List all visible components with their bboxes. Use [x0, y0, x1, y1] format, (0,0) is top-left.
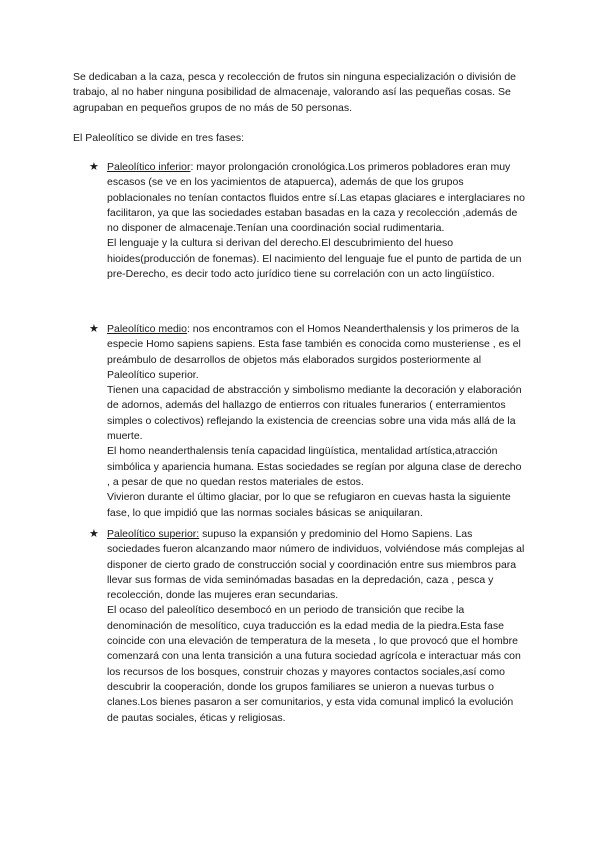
phase-lead-paragraph	[107, 527, 527, 603]
phase-lead-text: supuso la expansión y predominio del Homo Sapiens. Las sociedades fueron alcanzando maor número de individuos, volviéndose más complejas al disponer de cierto grado de construcción social y coordinación entre sus miembros para llevar sus formas de vida seminómadas basadas en la depredación, caza , pesca y recolección, donde las mujeres eran secundarias.	[107, 528, 525, 602]
phases-intro: El Paleolítico se divide en tres fases:	[73, 132, 245, 144]
phase-paragraph: El homo neanderthalensis tenía capacidad lingüística, mentalidad artística,atracción simbólica y apariencia humana. Estas sociedades se regían por alguna clase de derecho , a pesar de que no quedan restos materiales de estos.	[107, 445, 522, 488]
phase-lead-paragraph	[107, 160, 527, 236]
phase-lead-text: nos encontramos con el Homos Neanderthalensis y los primeros de la especie Homo sapiens sapiens. Esta fase también es conocida como musteriense , es el preámbulo de desarrollos de objetos más elaborados surgidos posteriormente al Paleolítico superior.	[107, 323, 521, 381]
phase-body	[107, 160, 527, 282]
phase-lead-text: mayor prolongación cronológica.Los primeros pobladores eran muy escasos (se ve en los yacimientos de atapuerca), además de que los grupos poblacionales no tenían contactos fluidos entre sí.Las etapas glaciares e interglaciares no facilitaron, ya que las sociedades estaban basadas en la caza y recolección ,además de no disponer de almacenaje.Tenían una coordinación social rudimentaria.	[107, 161, 525, 235]
intro-paragraph: Se dedicaban a la caza, pesca y recolección de frutos sin ninguna especialización o división de trabajo, al no haber ninguna posibilidad de almacenaje, valorando así las pequeñas cosas. Se agrupaban en pequeños grupos de no más de 50 personas.	[73, 71, 517, 114]
phase-body	[107, 322, 527, 521]
phase-paragraph: Vivieron durante el último glaciar, por lo que se refugiaron en cuevas hasta la siguiente fase, lo que impidió que las normas sociales básicas se aniquilaran.	[107, 491, 511, 519]
star-bullet-icon: ★	[89, 161, 99, 173]
star-bullet-icon: ★	[89, 528, 99, 540]
star-bullet-icon: ★	[89, 323, 99, 335]
phase-heading-suffix: :	[186, 323, 190, 335]
phase-heading-suffix: :	[190, 161, 194, 173]
phase-lead-paragraph	[107, 322, 527, 383]
phase-body	[107, 527, 527, 726]
phase-heading: Paleolítico superior:	[107, 528, 200, 540]
phase-paragraph: Tienen una capacidad de abstracción y simbolismo mediante la decoración y elaboración de adornos, además del hallazgo de entierros con rituales funerarios ( enterramientos simples o colectivos) reflejando la existencia de creencias sobre una vida más allá de la muerte.	[107, 384, 522, 443]
phase-heading: Paleolítico medio	[107, 323, 187, 335]
phase-paragraph: El lenguaje y la cultura si derivan del derecho.El descubrimiento del hueso hioides(producción de fonemas). El nacimiento del lenguaje fue el punto de partida de un pre-Derecho, es decir todo acto jurídico tiene su correlación con un acto lingüístico.	[107, 237, 522, 281]
phase-heading: Paleolítico inferior	[107, 161, 191, 173]
phase-paragraph: El ocaso del paleolítico desembocó en un periodo de transición que recibe la denominación de mesolítico, cuya traducción es la edad media de la piedra.Esta fase coincide con una elevación de temperatura de la meseta , lo que provocó que el hombre comenzará con una lenta transición a una futura sociedad agrícola e interactuar más con los recursos de los bosques, construir chozas y mayores contactos sociales,así como descubrir la cooperación, donde los grupos familiares se unieron a nuevas turbus o clanes.Los bienes pasaron a ser comunitarios, y esta vida comunal implicó la evolución de pautas sociales, éticas y religiosas.	[107, 604, 521, 724]
